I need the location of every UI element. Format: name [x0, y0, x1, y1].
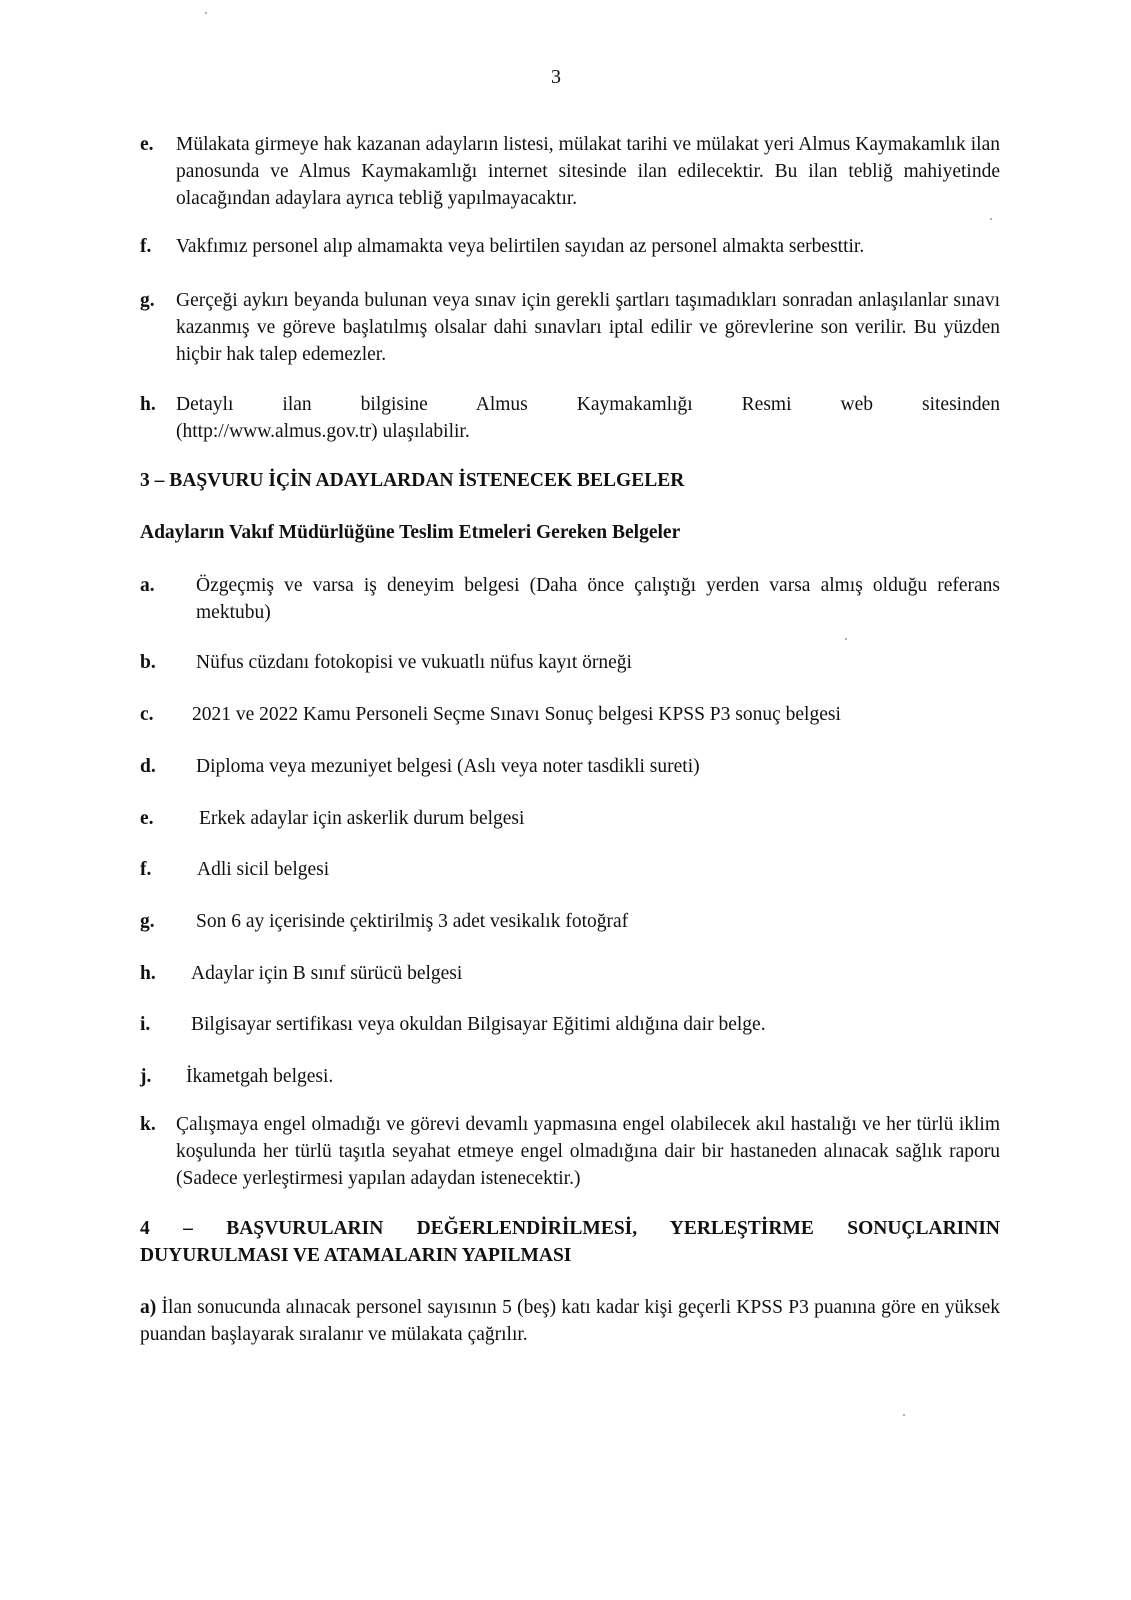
- item-text: Erkek adaylar için askerlik durum belgesi: [199, 808, 525, 829]
- section-paragraph: [140, 1294, 1000, 1348]
- paragraph-label: a): [140, 1297, 157, 1318]
- list-item: [140, 960, 1000, 987]
- item-label: g.: [140, 911, 155, 932]
- item-text: Bilgisayar sertifikası veya okuldan Bilgisayar Eğitimi aldığına dair belge.: [191, 1014, 766, 1035]
- list-item: [140, 233, 1000, 260]
- item-label: h.: [140, 394, 156, 415]
- list-item: [140, 131, 1000, 212]
- list-item: [140, 701, 1000, 728]
- list-item: [140, 649, 1000, 676]
- list-item: [140, 805, 1000, 832]
- item-label: a.: [140, 575, 155, 596]
- item-text: Çalışmaya engel olmadığı ve görevi devamlı yapmasına engel olabilecek akıl hastalığı ve her türlü iklim koşulunda her türlü taşıtla seyahat etmeye engel olmadığına dair bir hastaneden alınacak sağlık raporu (Sadece yerleştirmesi yapılan adaydan istenecektir.): [176, 1114, 1000, 1189]
- item-label: f.: [140, 236, 152, 257]
- list-item: [140, 1111, 1000, 1192]
- item-label: i.: [140, 1014, 151, 1035]
- item-text: Nüfus cüzdanı fotokopisi ve vukuatlı nüfus kayıt örneği: [196, 652, 632, 673]
- list-item: [140, 1063, 1000, 1090]
- list-item: [140, 1011, 1000, 1038]
- item-text: Vakfımız personel alıp almamakta veya belirtilen sayıdan az personel almakta serbesttir.: [176, 236, 865, 257]
- section-heading: 3 – BAŞVURU İÇİN ADAYLARDAN İSTENECEK BELGELER: [140, 470, 685, 491]
- item-label: f.: [140, 859, 152, 880]
- item-label: d.: [140, 756, 156, 777]
- item-text: Diploma veya mezuniyet belgesi (Aslı veya noter tasdikli sureti): [196, 756, 700, 777]
- scan-speck: [205, 12, 207, 14]
- item-text-line1: Detaylı ilan bilgisine Almus Kaymakamlığı Resmi web sitesinden: [176, 394, 1000, 415]
- item-text: Adaylar için B sınıf sürücü belgesi: [191, 963, 463, 984]
- item-label: h.: [140, 963, 156, 984]
- item-label: g.: [140, 290, 155, 311]
- paragraph-text: İlan sonucunda alınacak personel sayısının 5 (beş) katı kadar kişi geçerli KPSS P3 puanına göre en yüksek puandan başlayarak sıralanır ve mülakata çağrılır.: [140, 1297, 1001, 1345]
- page-number: 3: [551, 66, 561, 88]
- item-text: 2021 ve 2022 Kamu Personeli Seçme Sınavı Sonuç belgesi KPSS P3 sonuç belgesi: [192, 704, 841, 725]
- list-item: [140, 753, 1000, 780]
- scan-speck: [990, 218, 992, 220]
- item-text: Mülakata girmeye hak kazanan adayların listesi, mülakat tarihi ve mülakat yeri Almus Kaymakamlık ilan panosunda ve Almus Kaymakamlığı internet sitesinde ilan edilecektir. Bu ilan tebliğ mahiyetinde olacağından adaylara ayrıca tebliğ yapılmayacaktır.: [176, 134, 1000, 209]
- section-heading-line1: 4 – BAŞVURULARIN DEĞERLENDİRİLMESİ, YERLEŞTİRME SONUÇLARININ: [140, 1218, 1000, 1239]
- item-label: b.: [140, 652, 156, 673]
- item-label: e.: [140, 808, 154, 829]
- item-label: k.: [140, 1114, 156, 1135]
- section-heading-line2: DUYURULMASI VE ATAMALARIN YAPILMASI: [140, 1245, 572, 1266]
- item-text: Adli sicil belgesi: [197, 859, 330, 880]
- item-label: c.: [140, 704, 154, 725]
- item-text: Gerçeği aykırı beyanda bulunan veya sınav için gerekli şartları taşımadıkları sonradan anlaşılanlar sınavı kazanmış ve göreve başlatılmış olsalar dahi sınavları iptal edilir ve görevlerine son verilir. Bu yüzden hiçbir hak talep edemezler.: [176, 290, 1000, 365]
- item-label: j.: [140, 1066, 152, 1087]
- item-text: Özgeçmiş ve varsa iş deneyim belgesi (Daha önce çalıştığı yerden varsa almış olduğu referans mektubu): [196, 575, 1000, 623]
- list-item: [140, 391, 1000, 445]
- item-text: Son 6 ay içerisinde çektirilmiş 3 adet vesikalık fotoğraf: [196, 911, 629, 932]
- item-label: e.: [140, 134, 154, 155]
- scan-speck: [903, 1414, 905, 1416]
- list-item: [140, 908, 1000, 935]
- list-item: [140, 856, 1000, 883]
- item-text-line2: (http://www.almus.gov.tr) ulaşılabilir.: [176, 421, 470, 442]
- list-item: [140, 287, 1000, 368]
- scan-speck: [845, 638, 847, 640]
- item-text: İkametgah belgesi.: [186, 1066, 334, 1087]
- list-item: [140, 572, 1000, 626]
- section-subheading: Adayların Vakıf Müdürlüğüne Teslim Etmeleri Gereken Belgeler: [140, 522, 681, 543]
